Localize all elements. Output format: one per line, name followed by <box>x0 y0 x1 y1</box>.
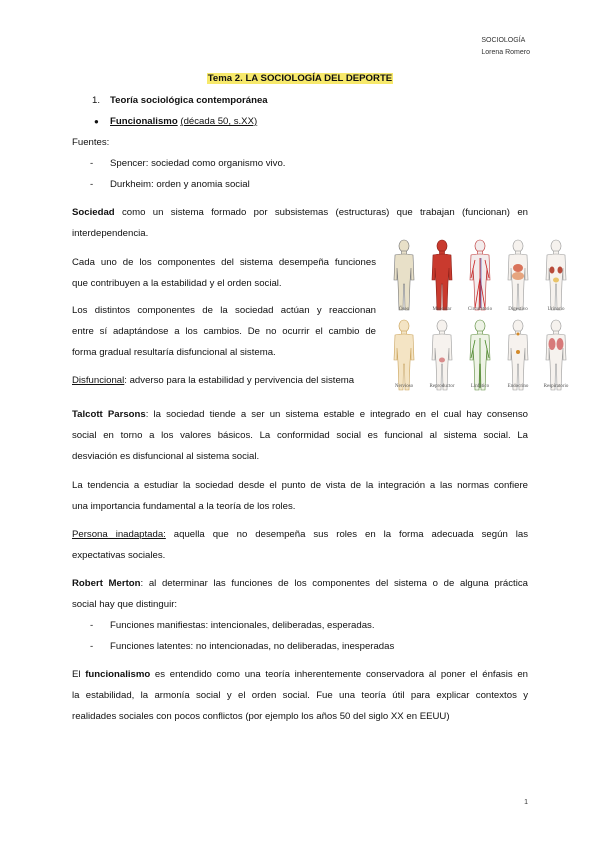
nervous-figure <box>394 320 414 390</box>
body-systems-illustration <box>385 238 575 393</box>
figure-label: Muscular <box>432 307 452 312</box>
paragraph-sociedad: Sociedad como un sistema formado por subsistemas (estructuras) que trabajan (funcionan) en interdependencia. <box>72 207 528 239</box>
name-parsons: Talcott Parsons <box>72 409 146 420</box>
endocrine-figure <box>508 320 528 390</box>
header-subject: SOCIOLOGÍA <box>481 37 526 44</box>
digestive-figure <box>508 240 528 310</box>
figure-label: Circulatorio <box>467 307 493 312</box>
header-author: Lorena Romero <box>481 49 530 56</box>
circulatory-figure <box>470 240 490 310</box>
paragraph-funcionalismo: El funcionalismo es entendido como una teoría inherentemente conservadora al poner el énfasis en la estabilidad, la armonía social y el orden social. Fue una teoría útil para explicar contextos y realidades sociales con pocos conflictos (por ejemplo los años 50 del siglo XX en EEUU) <box>72 669 528 722</box>
respiratory-figure <box>546 320 566 390</box>
fuentes-label: Fuentes: <box>72 137 110 148</box>
skeletal-figure <box>394 240 414 310</box>
figure-label: Reproductor <box>429 384 455 389</box>
term-funcionalismo: funcionalismo <box>85 669 151 680</box>
bullet-icon: ● <box>94 117 99 126</box>
figure-label: Óseo <box>398 307 410 312</box>
paragraph-parsons: Talcott Parsons: la sociedad tiende a ser un sistema estable e integrado en el cual hay consenso social en torno a los valores básicos. La conformidad social es funcional al sistema social. La desviación es disfuncional al sistema social. <box>72 409 528 462</box>
bullet-term: Funcionalismo <box>110 116 178 127</box>
paragraph-tendencia: La tendencia a estudiar la sociedad desde el punto de vista de la integración a las normas confiere una importancia fundamental a la teoría de los roles. <box>72 480 528 512</box>
section-number: 1. <box>92 95 101 106</box>
urinary-figure <box>546 240 566 310</box>
section-label: Teoría sociológica contemporánea <box>110 95 268 106</box>
figure-label: Endocrino <box>507 384 529 389</box>
term-persona-inadaptada: Persona inadaptada: <box>72 529 166 540</box>
paragraph-componentes: Cada uno de los componentes del sistema desempeña funciones que contribuyen a la estabilidad y el orden social. <box>72 257 376 289</box>
page-number: 1 <box>524 799 528 806</box>
figure-label: Digestivo <box>508 307 528 312</box>
reproductive-figure <box>432 320 452 390</box>
lymphatic-figure <box>470 320 490 390</box>
paragraph-persona: Persona inadaptada: aquella que no desempeña sus roles en la forma adecuada según las expectativas sociales. <box>72 529 528 561</box>
muscular-figure <box>432 240 452 310</box>
document-title: Tema 2. LA SOCIOLOGÍA DEL DEPORTE <box>207 73 393 84</box>
figure-label: Linfático <box>470 384 490 389</box>
paragraph-disfuncional: Disfuncional: adverso para la estabilidad y pervivencia del sistema <box>72 375 355 386</box>
name-merton: Robert Merton <box>72 578 141 589</box>
page-header <box>481 35 530 59</box>
term-sociedad: Sociedad <box>72 207 115 218</box>
paragraph-distintos: Los distintos componentes de la sociedad actúan y reaccionan entre sí adaptándose a los cambios. De no ocurrir el cambio de forma gradual resultaría disfuncional al sistema. <box>72 305 376 358</box>
figure-label: Urinario <box>547 307 565 312</box>
bullet-suffix: (década 50, s.XX) <box>180 116 258 127</box>
term-disfuncional: Disfuncional <box>72 375 125 386</box>
paragraph-merton: Robert Merton: al determinar las funciones de los componentes del sistema o de alguna práctica social hay que distinguir: <box>72 578 528 610</box>
figure-label: Respiratorio <box>543 384 569 389</box>
body-systems-figure <box>385 238 575 393</box>
figure-label: Nervioso <box>394 384 414 389</box>
